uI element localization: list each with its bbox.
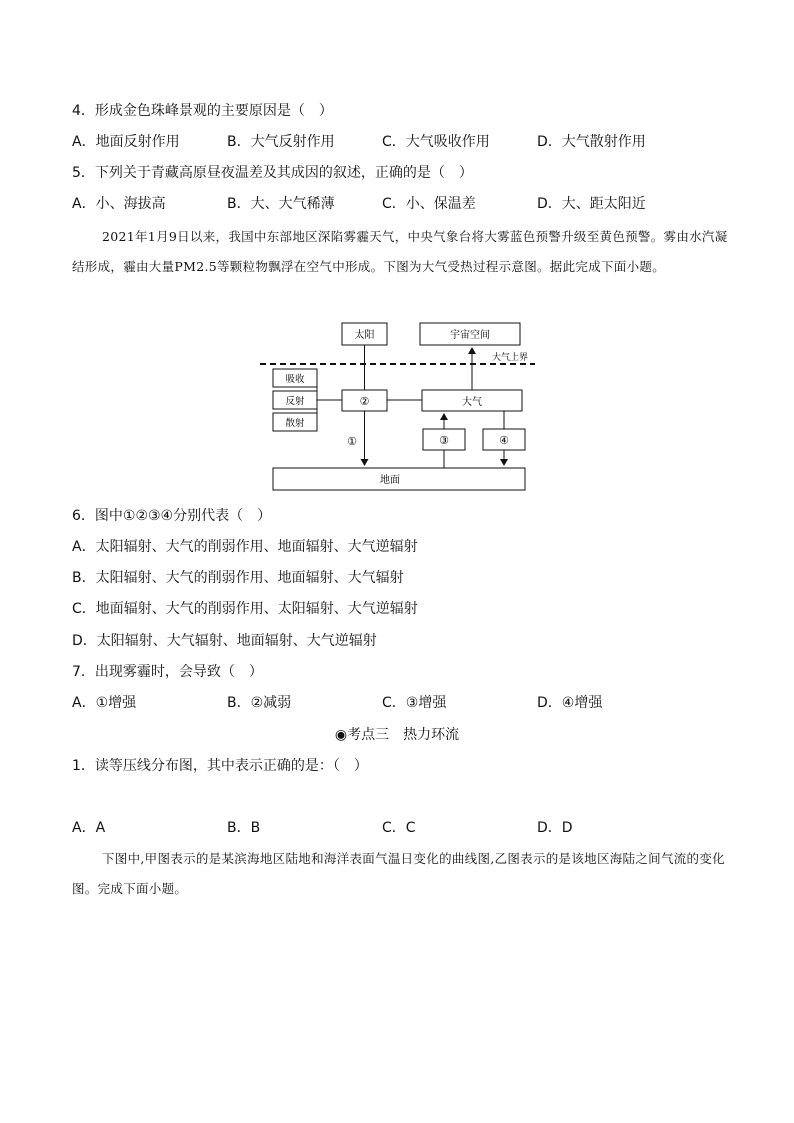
option-b: B．大、大气稀薄 (227, 196, 335, 212)
space-label: 宇宙空间 (450, 330, 490, 341)
option-d: D．大气散射作用 (537, 134, 646, 150)
ground-label: 地面 (380, 475, 400, 486)
question-6-stem: 6．图中①②③④分别代表（ ） (72, 508, 272, 524)
option-a: A．地面反射作用 (72, 134, 180, 150)
reflect-label: 反射 (285, 396, 305, 407)
question-6-option-d: D．太阳辐射、大气辐射、地面辐射、大气逆辐射 (72, 633, 377, 649)
question-7-options (72, 693, 732, 713)
option-d: D．④增强 (537, 695, 603, 711)
question-5-stem: 5．下列关于青藏高原昼夜温差及其成因的叙述，正确的是（ ） (72, 165, 473, 181)
option-c: C．大气吸收作用 (382, 134, 490, 150)
question-1-options (72, 818, 732, 838)
atmosphere-label: 大气 (462, 397, 482, 408)
option-c: C．C (382, 820, 416, 836)
intro-paragraph-2: 下图中,甲图表示的是某滨海地区陆地和海洋表面气温日变化的曲线图,乙图表示的是该地区海陆之间气流的变化图。完成下面小题。 (72, 851, 725, 896)
option-b: B．大气反射作用 (227, 134, 335, 150)
circle4-label: ④ (499, 434, 509, 447)
option-b: B．B (227, 820, 261, 836)
circle3-label: ③ (439, 434, 449, 447)
question-4-stem: 4．形成金色珠峰景观的主要原因是（ ） (72, 103, 333, 119)
option-d: D．D (537, 820, 573, 836)
question-7-stem: 7．出现雾霾时，会导致（ ） (72, 664, 263, 680)
question-5-options (72, 194, 732, 214)
option-d: D．大、距太阳近 (537, 196, 646, 212)
atmosphere-heating-diagram (260, 318, 540, 494)
circle2-label: ② (359, 395, 370, 408)
question-6-option-c: C．地面辐射、大气的削弱作用、太阳辐射、大气逆辐射 (72, 601, 418, 617)
option-a: A．A (72, 820, 106, 836)
option-c: C．③增强 (382, 695, 447, 711)
question-4-options (72, 132, 732, 152)
option-a: A．小、海拔高 (72, 196, 166, 212)
absorb-label: 吸收 (285, 374, 305, 385)
question-6-option-a: A．太阳辐射、大气的削弱作用、地面辐射、大气逆辐射 (72, 539, 418, 555)
upper-boundary-label: 大气上界 (492, 353, 529, 363)
question-1-stem: 1．读等压线分布图，其中表示正确的是：（ ） (72, 758, 368, 774)
option-a: A．①增强 (72, 695, 137, 711)
question-6-option-b: B．太阳辐射、大气的削弱作用、地面辐射、大气辐射 (72, 570, 404, 586)
circle1-label: ① (347, 435, 357, 448)
scatter-label: 散射 (285, 418, 305, 429)
option-c: C．小、保温差 (382, 196, 476, 212)
intro-paragraph-1: 2021年1月9日以来，我国中东部地区深陷雾霾天气，中央气象台将大雾蓝色预警升级至黄色预警。雾由水汽凝结形成，霾由大量PM2.5等颗粒物飘浮在空气中形成。下图为大气受热过程示意图。据此完成下面小题。 (72, 229, 728, 274)
sun-label: 太阳 (354, 330, 375, 341)
option-b: B．②减弱 (227, 695, 292, 711)
section-title: ◉考点三 热力环流 (334, 727, 460, 743)
